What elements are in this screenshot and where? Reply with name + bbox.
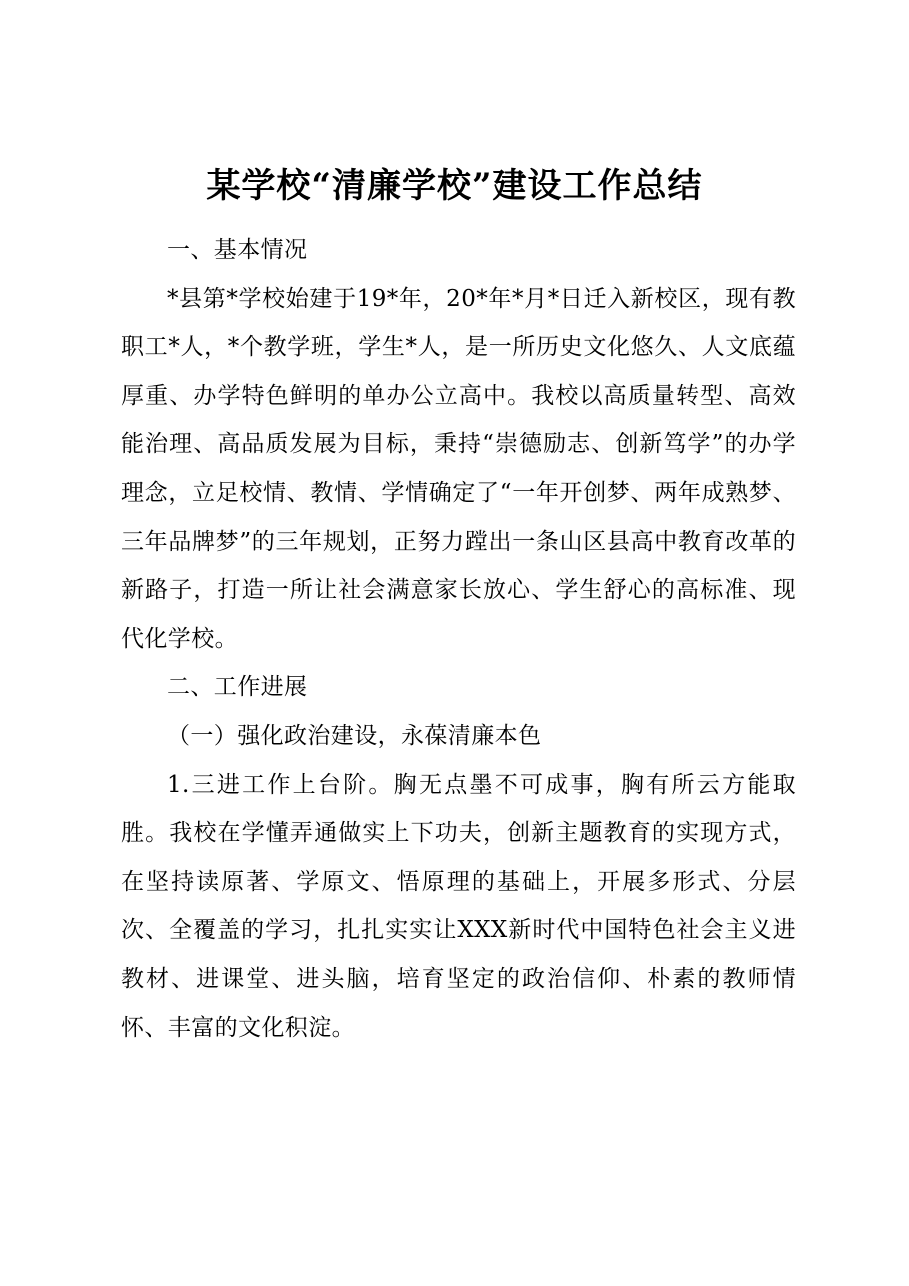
paragraph-item-1: 1.三进工作上台阶。胸无点墨不可成事，胸有所云方能取胜。我校在学懂弄通做实上下功夫，创新主题教育的实现方式，在坚持读原著、学原文、悟原理的基础上，开展多形式、分层次、全覆盖的学习，扎扎实实让XXX新时代中国特色社会主义进教材、进课堂、进头脑，培育坚定的政治信仰、朴素的教师情怀、丰富的文化积淀。 (121, 771, 796, 1041)
subsection-heading-political-building: （一）强化政治建设，永葆清廉本色 (167, 722, 542, 749)
section-heading-basic-situation: 一、基本情况 (167, 237, 308, 263)
paragraph-basic-situation: *县第*学校始建于19*年，20*年*月*日迁入新校区，现有教职工*人，*个教学班，学生*人，是一所历史文化悠久、人文底蕴厚重、办学特色鲜明的单办公立高中。我校以高质量转型、高效能治理、高品质发展为目标，秉持“崇德励志、创新笃学”的办学理念，立足校情、教情、学情确定了“一年开创梦、两年成熟梦、三年品牌梦”的三年规划，正努力蹚出一条山区县高中教育改革的新路子，打造一所让社会满意家长放心、学生舒心的高标准、现代化学校。 (121, 285, 796, 652)
document-body (121, 226, 796, 1052)
section-heading-work-progress: 二、工作进展 (167, 674, 308, 701)
document-title: 某学校“清廉学校”建设工作总结 (206, 166, 703, 206)
